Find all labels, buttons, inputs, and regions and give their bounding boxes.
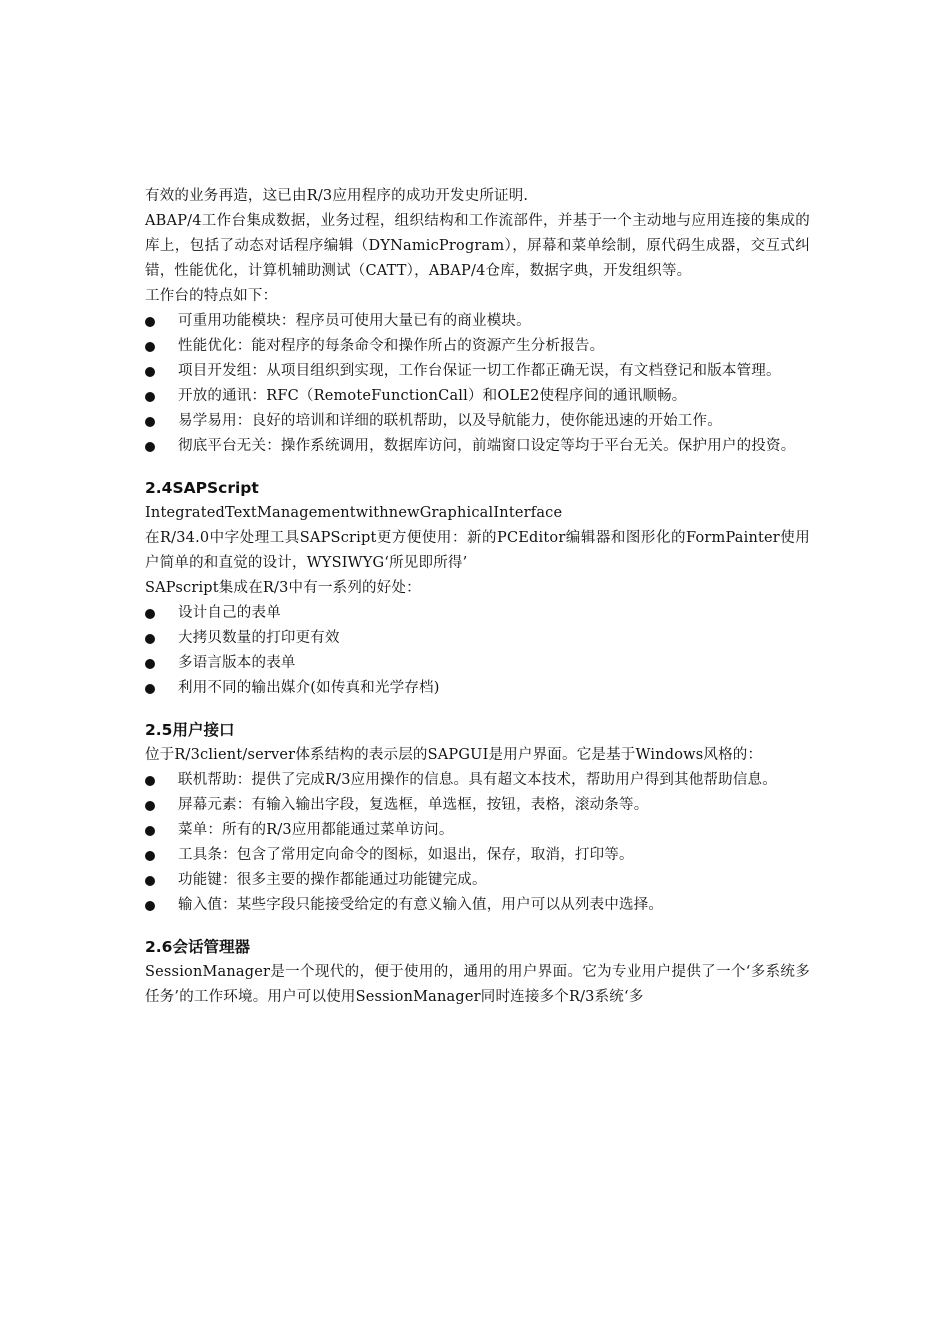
list-item xyxy=(145,843,810,868)
list-item xyxy=(145,793,810,818)
sapscript-paragraph-2: 在R/34.0中字处理工具SAPScript更方便使用：新的PCEditor编辑器和图形化的FormPainter使用户简单的和直觉的设计，WYSIWYG‘所见即所得’ xyxy=(145,530,810,571)
section-heading-2-6: 2.6会话管理器 xyxy=(145,938,250,956)
list-item-text: 易学易用：良好的培训和详细的联机帮助，以及导航能力，使你能迅速的开始工作。 xyxy=(178,413,722,429)
list-item-text: 菜单：所有的R/3应用都能通过菜单访问。 xyxy=(178,822,454,838)
list-item xyxy=(145,309,810,334)
list-item-text: 输入值：某些字段只能接受给定的有意义输入值，用户可以从列表中选择。 xyxy=(178,897,664,913)
bullet-icon xyxy=(145,876,155,886)
list-item-text: 彻底平台无关：操作系统调用，数据库访问，前端窗口设定等均于平台无关。保护用户的投资。 xyxy=(178,438,796,454)
list-item xyxy=(145,893,810,918)
list-item-text: 利用不同的输出媒介(如传真和光学存档) xyxy=(178,680,440,696)
list-item-text: 设计自己的表单 xyxy=(178,605,281,621)
bullet-icon xyxy=(145,826,155,836)
workbench-feature-list xyxy=(145,309,810,459)
list-item-text: 可重用功能模块：程序员可使用大量已有的商业模块。 xyxy=(178,313,531,329)
bullet-icon xyxy=(145,851,155,861)
sapscript-paragraph-3: SAPscript集成在R/3中有一系列的好处： xyxy=(145,580,421,596)
bullet-icon xyxy=(145,901,155,911)
list-item-text: 大拷贝数量的打印更有效 xyxy=(178,630,340,646)
section-heading-2-4: 2.4SAPScript xyxy=(145,479,259,497)
list-item xyxy=(145,359,810,384)
intro-paragraph-3: 工作台的特点如下： xyxy=(145,288,278,304)
section-heading-2-5: 2.5用户接口 xyxy=(145,721,235,739)
sapgui-feature-list xyxy=(145,768,810,918)
list-item xyxy=(145,676,810,701)
list-item xyxy=(145,818,810,843)
list-item-text: 功能键：很多主要的操作都能通过功能键完成。 xyxy=(178,872,487,888)
list-item-text: 工具条：包含了常用定向命令的图标，如退出，保存，取消，打印等。 xyxy=(178,847,634,863)
bullet-icon xyxy=(145,442,155,452)
list-item xyxy=(145,626,810,651)
document-page xyxy=(145,184,810,1010)
list-item xyxy=(145,334,810,359)
list-item xyxy=(145,434,810,459)
list-item xyxy=(145,651,810,676)
bullet-icon xyxy=(145,684,155,694)
user-interface-paragraph-1: 位于R/3client/server体系结构的表示层的SAPGUI是用户界面。它是基于Windows风格的： xyxy=(145,747,763,763)
bullet-icon xyxy=(145,776,155,786)
sapscript-benefit-list xyxy=(145,601,810,701)
list-item-text: 联机帮助：提供了完成R/3应用操作的信息。具有超文本技术，帮助用户得到其他帮助信息。 xyxy=(178,772,777,788)
intro-paragraph-2: ABAP/4工作台集成数据，业务过程，组织结构和工作流部件，并基于一个主动地与应用连接的集成的库上，包括了动态对话程序编辑（DYNamicProgram），屏幕和菜单绘制，原代码生成器，交互式纠错，性能优化，计算机辅助测试（CATT），ABAP/4仓库，数据字典，开发组织等。 xyxy=(145,213,810,279)
sapscript-paragraph-1: IntegratedTextManagementwithnewGraphicalInterface xyxy=(145,505,563,521)
bullet-icon xyxy=(145,392,155,402)
bullet-icon xyxy=(145,317,155,327)
list-item-text: 性能优化：能对程序的每条命令和操作所占的资源产生分析报告。 xyxy=(178,338,605,354)
intro-paragraph-1: 有效的业务再造，这已由R/3应用程序的成功开发史所证明. xyxy=(145,188,529,204)
bullet-icon xyxy=(145,801,155,811)
session-manager-paragraph-1: SessionManager是一个现代的，便于使用的，通用的用户界面。它为专业用户提供了一个‘多系统多任务’的工作环境。用户可以使用SessionManager同时连接多个R/3系统‘多 xyxy=(145,964,810,1005)
list-item xyxy=(145,868,810,893)
bullet-icon xyxy=(145,367,155,377)
list-item xyxy=(145,768,810,793)
bullet-icon xyxy=(145,417,155,427)
list-item xyxy=(145,409,810,434)
list-item xyxy=(145,384,810,409)
bullet-icon xyxy=(145,342,155,352)
bullet-icon xyxy=(145,634,155,644)
bullet-icon xyxy=(145,609,155,619)
list-item-text: 屏幕元素：有输入输出字段，复选框，单选框，按钮，表格，滚动条等。 xyxy=(178,797,649,813)
list-item-text: 项目开发组：从项目组织到实现，工作台保证一切工作都正确无误，有文档登记和版本管理。 xyxy=(178,363,781,379)
list-item-text: 开放的通讯：RFC（RemoteFunctionCall）和OLE2使程序间的通讯顺畅。 xyxy=(178,388,687,404)
list-item-text: 多语言版本的表单 xyxy=(178,655,296,671)
bullet-icon xyxy=(145,659,155,669)
list-item xyxy=(145,601,810,626)
